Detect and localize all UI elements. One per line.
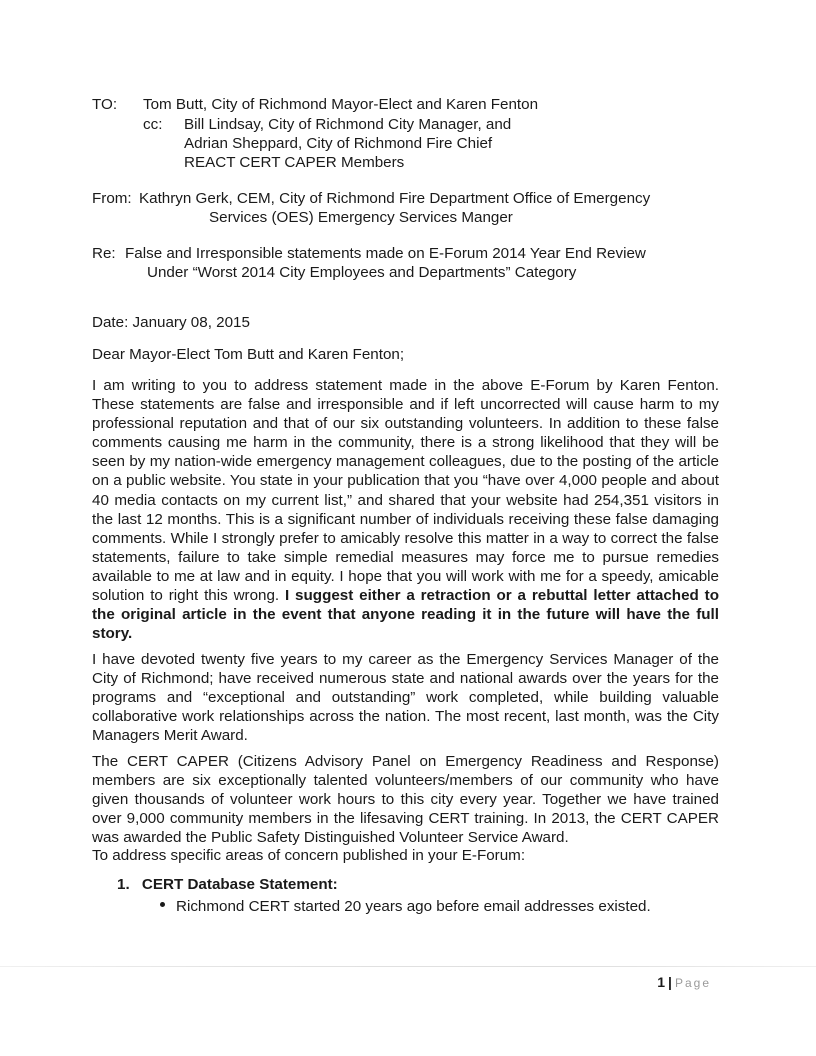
list-item-1-bullet-1 [160, 898, 651, 915]
re-label: Re: [92, 245, 116, 262]
from-line [92, 189, 651, 209]
paragraph-1-text: I am writing to you to address statement made in the above E-Forum by Karen Fenton. These statements are false and irresponsible and if left uncorrected will cause harm to my professional reputation and that of our six outstanding volunteers. In addition to these false comments causing me harm in the community, there is a strong likelihood that they will be seen by my nation-wide emergency management colleagues, due to the posting of the article on a public website. You state in your publication that you “have over 4,000 people and about 40 media contacts on my current list,” and shared that your website had 254,351 visitors in the last 12 months. This is a significant number of individuals receiving these false damaging comments. While I strongly prefer to amicably resolve this matter in a way to correct the false statements, failure to take simple remedial measures may force me to pursue remedies available to me at law and in equity. I hope that you will work with me for a speedy, amicable solution to right this wrong. [92, 377, 719, 605]
page-number-value: 1 [657, 974, 666, 990]
paragraph-1-bold-request: I suggest either a retraction or a rebuttal letter attached to the original article in the event that anyone reading it in the future will have the full story. [92, 587, 719, 643]
date-line [92, 313, 250, 333]
date-label: Date: [92, 314, 129, 331]
bullet-icon [160, 902, 165, 907]
to-line [92, 95, 539, 115]
paragraph-1 [92, 376, 719, 643]
bullet-text: Richmond CERT started 20 years ago before email addresses existed. [176, 898, 651, 915]
re-line [92, 244, 646, 264]
list-item-1-number: 1. [117, 876, 130, 893]
cc-line-1 [143, 115, 512, 135]
re-subject: False and Irresponsible statements made on E-Forum 2014 Year End Review [125, 245, 646, 262]
footer-divider [0, 966, 816, 967]
to-label: TO: [92, 96, 118, 113]
list-item-1-heading [117, 876, 338, 893]
cc-label: cc: [143, 116, 163, 133]
cc-recipient-3: REACT CERT CAPER Members [184, 154, 405, 171]
page-word: Page [674, 976, 711, 990]
from-line-cont: Services (OES) Emergency Services Manger [209, 209, 513, 226]
to-recipients: Tom Butt, City of Richmond Mayor-Elect and Karen Fenton [143, 96, 539, 113]
list-item-1-title: CERT Database Statement: [141, 876, 338, 893]
paragraph-3: The CERT CAPER (Citizens Advisory Panel on Emergency Readiness and Response) members are six exceptionally talented volunteers/members of our community who have given thousands of volunteer work hours to this city every year. Together we have trained over 9,000 community members in the lifesaving CERT training. In 2013, the CERT CAPER was awarded the Public Safety Distinguished Volunteer Service Award. [92, 753, 719, 847]
paragraph-2: I have devoted twenty five years to my career as the Emergency Services Manager of the City of Richmond; have received numerous state and national awards over the years for the programs and “exceptional and outstanding” work completed, while building valuable collaborative work relationships across the nation. The most recent, last month, was the City Managers Merit Award. [92, 651, 719, 745]
salutation: Dear Mayor-Elect Tom Butt and Karen Fenton; [92, 346, 405, 363]
page-number [657, 974, 711, 990]
cc-recipient-1: Bill Lindsay, City of Richmond City Manager, and [184, 116, 512, 133]
cc-recipient-2: Adrian Sheppard, City of Richmond Fire Chief [184, 135, 493, 152]
from-sender: Kathryn Gerk, CEM, City of Richmond Fire Department Office of Emergency [139, 190, 651, 207]
page-number-separator: | [668, 974, 672, 990]
from-label: From: [92, 190, 132, 207]
date-value: January 08, 2015 [132, 314, 250, 331]
paragraph-4: To address specific areas of concern published in your E-Forum: [92, 847, 526, 864]
re-line-cont: Under “Worst 2014 City Employees and Departments” Category [147, 264, 577, 281]
